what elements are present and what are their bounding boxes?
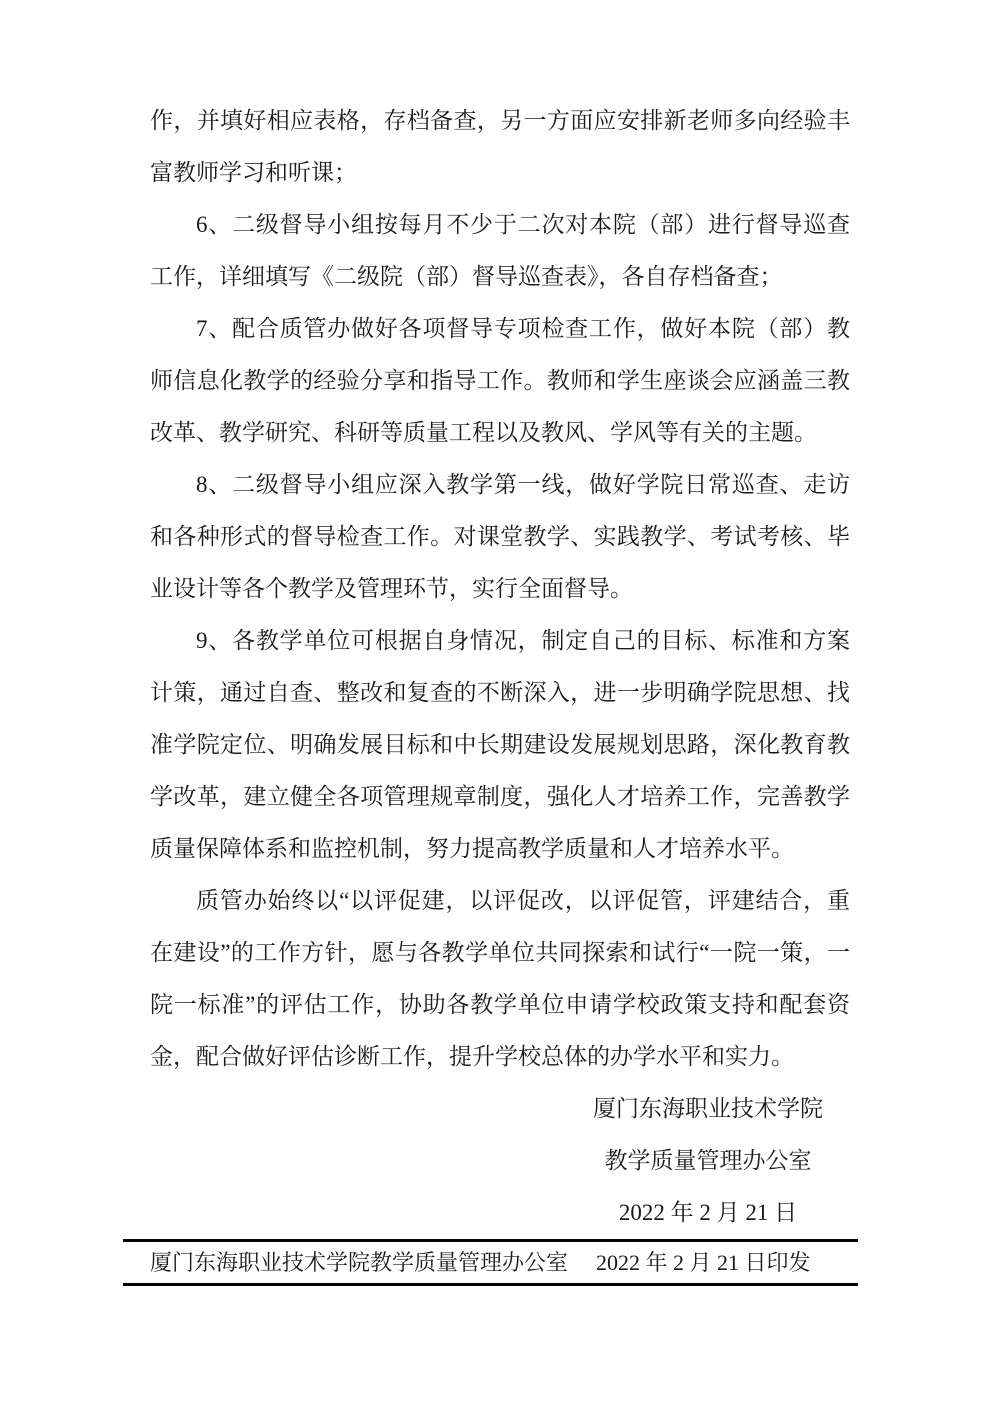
- body-paragraph-item-6: 6、二级督导小组按每月不少于二次对本院（部）进行督导巡查工作，详细填写《二级院（部）督导巡查表》，各自存档备查；: [150, 212, 850, 289]
- signature-org-name: 厦门东海职业技术学院: [593, 1096, 823, 1121]
- signature-block: [566, 1083, 850, 1239]
- body-paragraph-item-9: 9、各教学单位可根据自身情况，制定自己的目标、标准和方案计策，通过自查、整改和复查的不断深入，进一步明确学院思想、找准学院定位、明确发展目标和中长期建设发展规划思路，深化教育教学改革，建立健全各项管理规章制度，强化人才培养工作，完善教学质量保障体系和监控机制，努力提高教学质量和人才培养水平。: [150, 628, 850, 861]
- footer-colophon: [123, 1239, 858, 1286]
- footer-issue-date: 2022 年 2 月 21 日印发: [596, 1250, 811, 1275]
- footer-issuer: 厦门东海职业技术学院教学质量管理办公室: [150, 1250, 569, 1275]
- signature-date: 2022 年 2 月 21 日: [618, 1200, 798, 1225]
- body-paragraph-item-7: 7、配合质管办做好各项督导专项检查工作，做好本院（部）教师信息化教学的经验分享和指导工作。教师和学生座谈会应涵盖三教改革、教学研究、科研等质量工程以及教风、学风等有关的主题。: [150, 316, 850, 445]
- body-paragraph-closing: 质管办始终以“以评促建，以评促改，以评促管，评建结合，重在建设”的工作方针，愿与各教学单位共同探索和试行“一院一策，一院一标准”的评估工作，协助各教学单位申请学校政策支持和配套资金，配合做好评估诊断工作，提升学校总体的办学水平和实力。: [150, 888, 850, 1069]
- body-paragraph-continuation: 作，并填好相应表格，存档备查，另一方面应安排新老师多向经验丰富教师学习和听课；: [150, 108, 850, 185]
- document-body: [150, 0, 850, 1239]
- body-paragraph-item-8: 8、二级督导小组应深入教学第一线，做好学院日常巡查、走访和各种形式的督导检查工作。对课堂教学、实践教学、考试考核、毕业设计等各个教学及管理环节，实行全面督导。: [150, 472, 850, 601]
- signature-office-name: 教学质量管理办公室: [604, 1148, 812, 1173]
